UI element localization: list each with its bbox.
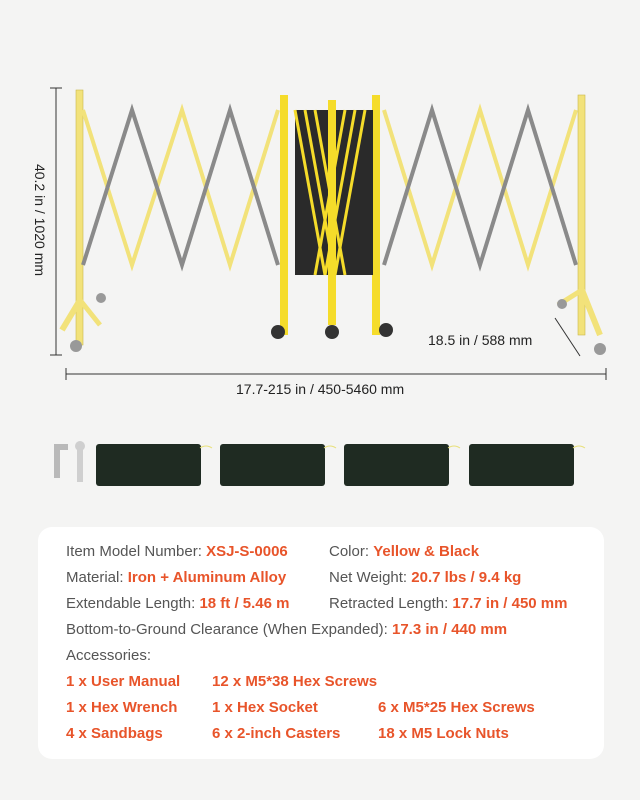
depth-dimension-label: 18.5 in / 588 mm	[428, 332, 533, 348]
color-label: Color:	[329, 543, 370, 560]
model-value: XSJ-S-0006	[206, 543, 288, 560]
clearance-label: Bottom-to-Ground Clearance (When Expanded):	[66, 621, 388, 638]
material-label: Material:	[66, 569, 124, 586]
height-dimension-label: 40.2 in / 1020 mm	[32, 163, 48, 277]
accessory-item: 1 x Hex Wrench	[66, 699, 178, 716]
model-label: Item Model Number:	[66, 543, 202, 560]
clearance-value: 17.3 in / 440 mm	[392, 621, 508, 638]
accessories-heading	[66, 647, 151, 664]
accessory-item: 1 x User Manual	[66, 673, 181, 690]
accessory-item: 12 x M5*38 Hex Screws	[212, 673, 378, 690]
sandbag	[220, 444, 325, 486]
extendable-value: 18 ft / 5.46 m	[199, 595, 290, 612]
retracted-label: Retracted Length:	[329, 595, 449, 612]
spec-card	[38, 527, 604, 759]
sandbag	[96, 444, 201, 486]
sandbag	[469, 444, 574, 486]
accessory-item: 18 x M5 Lock Nuts	[378, 725, 509, 742]
accessory-item: 6 x 2-inch Casters	[212, 725, 341, 742]
extendable-label: Extendable Length:	[66, 595, 196, 612]
height-dimension	[30, 150, 50, 290]
retracted-value: 17.7 in / 450 mm	[452, 595, 568, 612]
sandbag	[344, 444, 449, 486]
width-dimension-label: 17.7-215 in / 450-5460 mm	[236, 381, 405, 397]
color-value: Yellow & Black	[373, 543, 480, 560]
left-scissor-lattice	[83, 110, 278, 265]
accessory-item: 6 x M5*25 Hex Screws	[378, 699, 535, 716]
right-scissor-lattice	[384, 110, 576, 265]
weight-row	[329, 569, 521, 586]
clearance-row	[66, 621, 507, 638]
color-row	[329, 543, 479, 560]
accessory-item: 1 x Hex Socket	[212, 699, 318, 716]
weight-value: 20.7 lbs / 9.4 kg	[411, 569, 522, 586]
extendable-row	[66, 595, 290, 612]
retracted-row	[329, 595, 568, 612]
weight-label: Net Weight:	[329, 569, 408, 586]
material-value: Iron + Aluminum Alloy	[127, 569, 287, 586]
accessories-label: Accessories:	[66, 647, 152, 664]
model-row	[66, 543, 288, 560]
accessory-item: 4 x Sandbags	[66, 725, 163, 742]
material-row	[66, 569, 286, 586]
accessories-illustration	[0, 438, 640, 508]
